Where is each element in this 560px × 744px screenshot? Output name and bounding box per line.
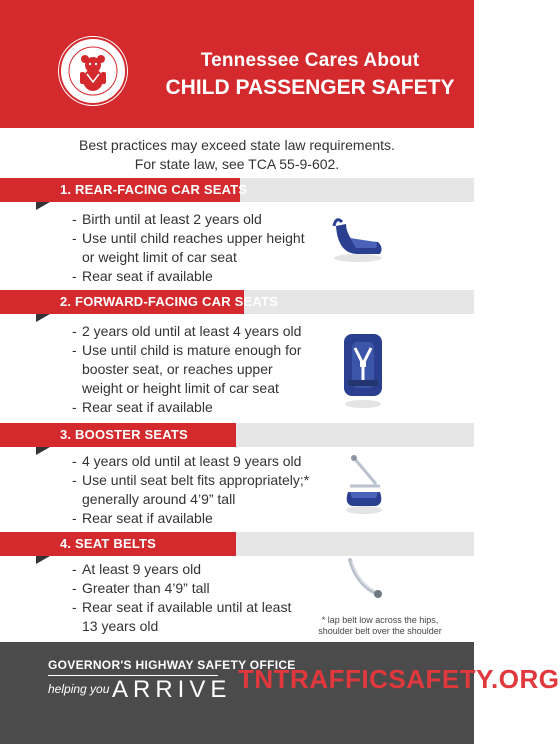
- list-item: [72, 579, 312, 598]
- section-title: 2. FORWARD-FACING CAR SEATS: [60, 294, 278, 309]
- item-text: Rear seat if available: [82, 510, 213, 526]
- item-text: - Use until seat belt fits appropriately;*: [82, 472, 310, 488]
- item-text: Greater than 4’9” tall: [82, 580, 210, 596]
- item-text: 4 years old until at least 9 years old: [82, 453, 302, 469]
- item-text: - Use until child reaches upper height: [82, 230, 305, 246]
- list-item: [72, 471, 312, 509]
- footnote-line-1: * lap belt low across the hips,: [321, 615, 439, 625]
- rear-facing-seat-icon: [328, 214, 388, 264]
- intro-line-2: For state law, see TCA 55-9-602.: [134, 156, 340, 172]
- item-text: weight or height limit of car seat: [82, 380, 279, 396]
- list-item: [72, 398, 312, 417]
- banner-fold: [36, 314, 50, 322]
- banner-fold: [36, 447, 50, 455]
- item-text: - Rear seat if available until at least: [82, 599, 292, 615]
- item-text: At least 9 years old: [82, 561, 202, 577]
- list-item: [72, 341, 312, 398]
- section-title: 3. BOOSTER SEATS: [60, 427, 188, 442]
- section-banner-rear-facing: [0, 178, 474, 202]
- list-item: [72, 267, 312, 286]
- header-banner: [0, 0, 474, 128]
- footer-arrive-logo: ARRIVE: [112, 676, 232, 703]
- section-banner-seat-belts: [0, 532, 474, 556]
- item-text: - Use until child is mature enough for: [82, 342, 302, 358]
- section-list-forward-facing: [72, 322, 312, 417]
- banner-fold: [36, 556, 50, 564]
- title-line-1: Tennessee Cares About: [200, 50, 420, 71]
- page-title: [160, 50, 460, 100]
- item-text: Rear seat if available: [82, 399, 213, 415]
- section-title: 4. SEAT BELTS: [60, 536, 157, 551]
- section-list-rear-facing: [72, 210, 312, 286]
- footnote-line-2: shoulder belt over the shoulder: [318, 626, 442, 636]
- section-list-booster: [72, 452, 312, 528]
- footnote: [300, 615, 460, 637]
- item-text: generally around 4’9” tall: [82, 491, 236, 507]
- footer-office-name: GOVERNOR'S HIGHWAY SAFETY OFFICE: [48, 658, 296, 672]
- section-banner-booster: [0, 423, 474, 447]
- seat-belt-icon: [344, 556, 390, 606]
- item-text: Birth until at least 2 years old: [82, 211, 262, 227]
- list-item: [72, 560, 312, 579]
- intro-line-1: Best practices may exceed state law requirements.: [79, 137, 395, 153]
- item-text: 13 years old: [82, 618, 159, 634]
- list-item: [72, 509, 312, 528]
- banner-fold: [36, 202, 50, 210]
- list-item: [72, 452, 312, 471]
- list-item: [72, 322, 312, 341]
- section-list-seat-belts: [72, 560, 312, 636]
- item-text: Rear seat if available: [82, 268, 213, 284]
- item-text: 2 years old until at least 4 years old: [82, 323, 302, 339]
- list-item: [72, 598, 312, 636]
- footer-helping-text: helping you: [48, 682, 110, 696]
- item-text: or weight limit of car seat: [82, 249, 237, 265]
- teddy-bear-seal-icon: [58, 36, 128, 106]
- intro-text: [0, 136, 474, 174]
- ghso-seal-logo: [58, 36, 128, 106]
- section-banner-forward-facing: [0, 290, 474, 314]
- booster-seat-icon: [340, 452, 388, 516]
- section-title: 1. REAR-FACING CAR SEATS: [60, 182, 248, 197]
- list-item: [72, 229, 312, 267]
- title-line-2: CHILD PASSENGER SAFETY: [165, 75, 455, 99]
- forward-facing-seat-icon: [338, 330, 388, 410]
- item-text: booster seat, or reaches upper: [82, 361, 273, 377]
- footer-website-link[interactable]: TNTRAFFICSAFETY.ORG: [238, 664, 560, 694]
- list-item: [72, 210, 312, 229]
